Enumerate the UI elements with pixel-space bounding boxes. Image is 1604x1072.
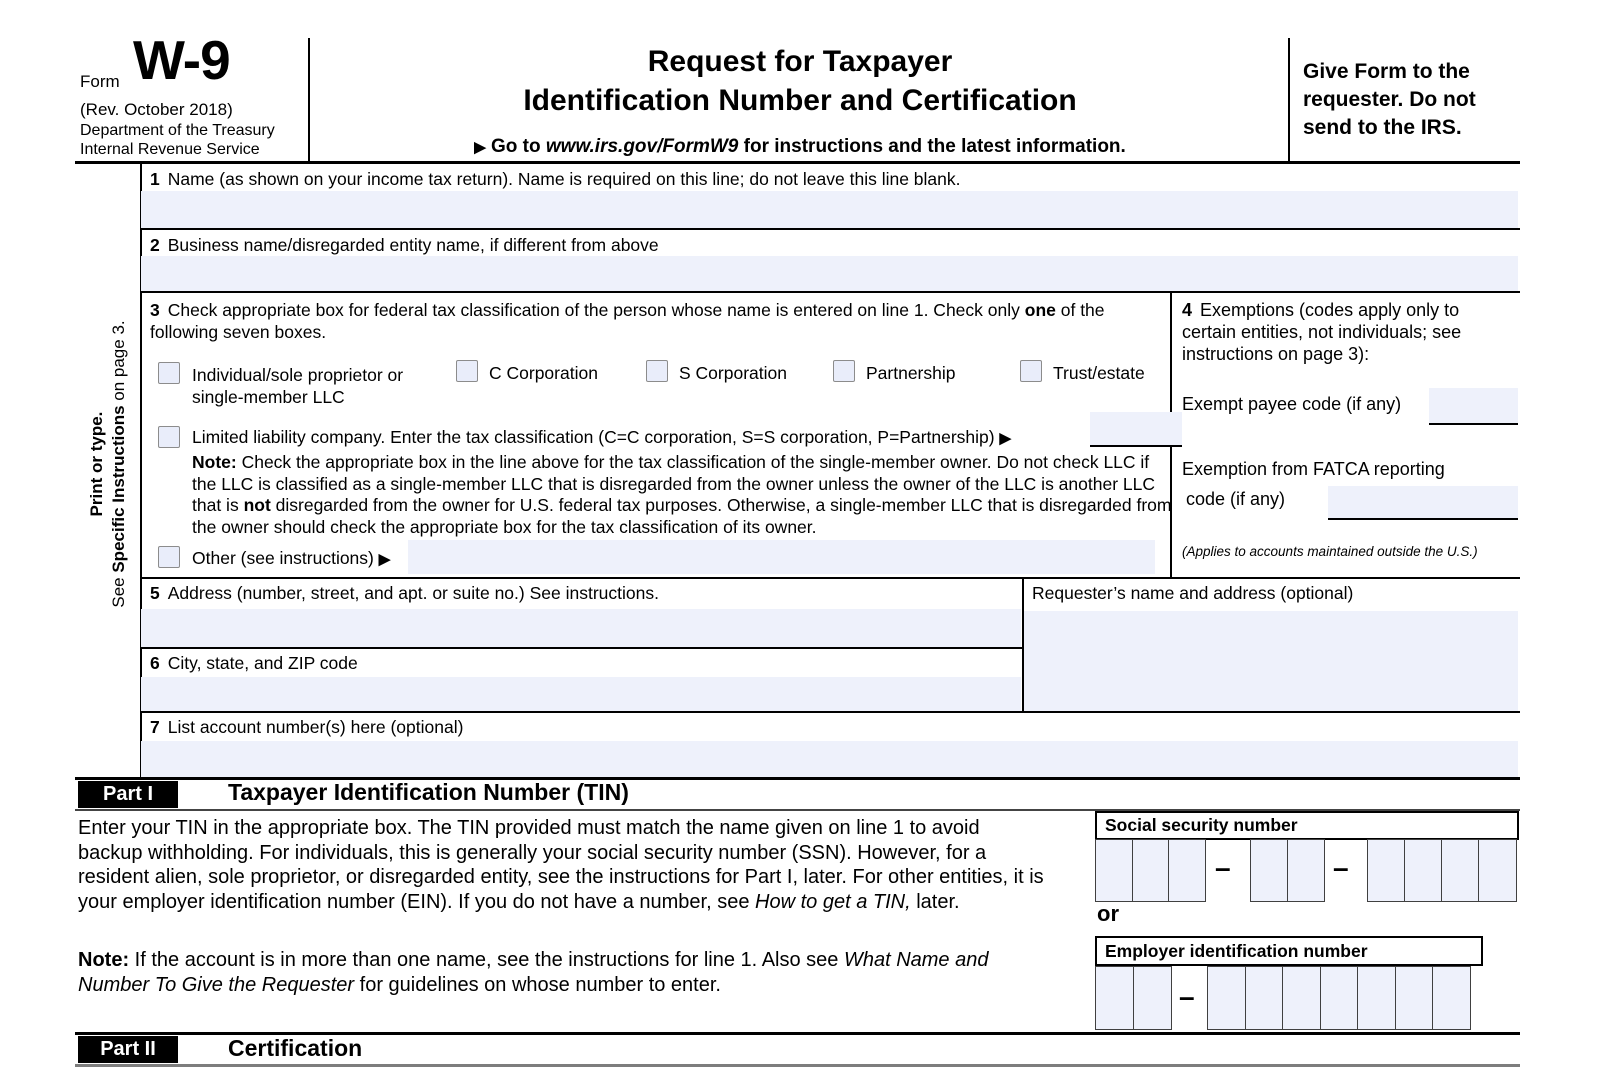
- line4-number: 4: [1182, 300, 1193, 320]
- ein-digit-cell[interactable]: [1207, 966, 1246, 1030]
- part1-note-italic: What Name and Number To Give the Requester: [78, 949, 989, 996]
- name-input[interactable]: [141, 191, 1518, 228]
- right-arrow-icon: ▶: [474, 139, 486, 156]
- llc-classification-input[interactable]: [1090, 412, 1182, 447]
- form-number: W-9: [133, 29, 230, 91]
- checkbox-individual-label: Individual/sole proprietor or single-member LLC: [192, 365, 404, 407]
- part1-note-label: Note:: [78, 949, 130, 971]
- form-service: Internal Revenue Service: [80, 141, 260, 158]
- ssn-group-3: [1367, 839, 1517, 902]
- line3-text-bold: one: [1024, 300, 1056, 320]
- requester-input[interactable]: [1024, 611, 1518, 711]
- sidebar-text-bold: Specific Instructions: [109, 405, 128, 573]
- checkbox-other-label: [192, 548, 390, 569]
- right-arrow-icon: ▶: [378, 551, 391, 568]
- part1-body-italic: How to get a TIN,: [755, 890, 911, 913]
- line6-number: 6: [150, 653, 160, 673]
- part2-title: Certification: [228, 1035, 363, 1061]
- form-department: Department of the Treasury: [80, 122, 275, 139]
- line3-label: [150, 299, 1155, 343]
- ein-digit-cell[interactable]: [1357, 966, 1396, 1030]
- exempt-payee-code-input[interactable]: [1429, 388, 1518, 425]
- line6-label: [150, 653, 358, 674]
- row-divider: [140, 577, 1520, 579]
- ssn-digit-cell[interactable]: [1250, 839, 1288, 902]
- goto-instruction: [320, 136, 1280, 158]
- form-title-line1: Request for Taxpayer: [647, 45, 953, 78]
- sidebar-vertical-text: [86, 281, 132, 647]
- ein-digit-cell[interactable]: [1095, 966, 1134, 1030]
- checkbox-other[interactable]: [158, 546, 180, 568]
- form-title: [320, 42, 1280, 120]
- ssn-digit-cell[interactable]: [1478, 839, 1517, 902]
- bottom-rule: [75, 1064, 1520, 1067]
- requester-label: Requester’s name and address (optional): [1032, 583, 1354, 603]
- line7-number: 7: [150, 717, 160, 737]
- account-numbers-input[interactable]: [141, 741, 1518, 777]
- line4-label: [1182, 299, 1514, 365]
- line1-text: Name (as shown on your income tax return). Name is required on this line; do not leave this line blank.: [167, 169, 961, 189]
- row-divider: [140, 711, 1520, 713]
- ssn-digit-cell[interactable]: [1367, 839, 1406, 902]
- checkbox-trust-estate-label: Trust/estate: [1053, 363, 1145, 383]
- ssn-dash: –: [1333, 852, 1349, 883]
- checkbox-s-corporation-label: S Corporation: [679, 363, 787, 383]
- part1-body-text: [78, 816, 1046, 914]
- part1-note-pre: If the account is in more than one name, see the instructions for line 1. Also see: [129, 949, 844, 971]
- line1-number: 1: [150, 169, 160, 189]
- line5-text: Address (number, street, and apt. or suite no.) See instructions.: [167, 583, 659, 603]
- address-input[interactable]: [141, 609, 1021, 647]
- ein-digit-cell[interactable]: [1395, 966, 1434, 1030]
- line3-text-pre: Check appropriate box for federal tax classification of the person whose name is entered on line 1. Check only: [167, 300, 1025, 320]
- form-word: Form: [80, 72, 120, 91]
- line5-label: [150, 583, 659, 604]
- goto-text-pre: Go to: [485, 136, 546, 157]
- ein-digit-cell[interactable]: [1320, 966, 1359, 1030]
- llc-label-text: Limited liability company. Enter the tax classification (C=C corporation, S=S corporation, P=Partnership): [192, 427, 1000, 447]
- checkbox-llc-label: [192, 427, 1011, 448]
- checkbox-trust-estate[interactable]: [1020, 360, 1042, 382]
- header-divider-left: [308, 38, 310, 162]
- fatca-code-input[interactable]: [1328, 486, 1518, 520]
- checkbox-individual-sole-proprietor[interactable]: [158, 362, 180, 384]
- line5-number: 5: [150, 583, 160, 603]
- line6-text: City, state, and ZIP code: [167, 653, 358, 673]
- llc-note-pre: Check the appropriate box in the line above for the tax classification of the single-member owner. Do not check LLC if the LLC is classified as a single-member LLC that is disregarded from the owner unless the owner of the LLC is another LLC that is: [192, 452, 1155, 515]
- part1-title: Taxpayer Identification Number (TIN): [228, 779, 629, 805]
- part1-body-pre: Enter your TIN in the appropriate box. The TIN provided must match the name given on line 1 to avoid backup withholding. For individuals, this is generally your social security number (SSN). However, for a resident alien, sole proprietor, or disregarded entity, see the instructions for Part I, later. For other entities, it is your employer identification number (EIN). If you do not have a number, see: [78, 817, 1044, 913]
- sidebar-see-instructions: [108, 281, 130, 647]
- line7-label: [150, 717, 463, 738]
- checkbox-partnership-label: Partnership: [866, 363, 956, 383]
- line3-text-post: of the following seven boxes.: [150, 300, 1105, 342]
- ssn-digit-cell[interactable]: [1132, 839, 1170, 902]
- ein-digit-cell[interactable]: [1133, 966, 1172, 1030]
- line2-number: 2: [150, 235, 160, 255]
- ssn-label-box: Social security number: [1095, 811, 1519, 840]
- checkbox-partnership[interactable]: [833, 360, 855, 382]
- ein-digit-cell[interactable]: [1282, 966, 1321, 1030]
- ein-dash: –: [1179, 981, 1195, 1012]
- part1-note-post: for guidelines on whose number to enter.: [354, 973, 721, 996]
- irs-url: www.irs.gov/FormW9: [545, 136, 739, 157]
- row-divider: [140, 647, 1024, 649]
- form-revision: (Rev. October 2018): [80, 100, 233, 119]
- ssn-group-1: [1095, 839, 1206, 902]
- business-name-input[interactable]: [141, 256, 1518, 291]
- checkbox-llc[interactable]: [158, 426, 180, 448]
- part1-note-text: [78, 948, 1063, 997]
- row-divider: [140, 291, 1520, 293]
- sidebar-text-pre: See: [109, 572, 128, 608]
- llc-note: [192, 452, 1177, 538]
- llc-note-post: disregarded from the owner for U.S. federal tax purposes. Otherwise, a single-member LLC that is disregarded from the owner should check the appropriate box for the tax classification of its owner.: [192, 495, 1172, 537]
- form-title-line2: Identification Number and Certification: [523, 84, 1077, 117]
- ssn-digit-cell[interactable]: [1287, 839, 1325, 902]
- ssn-digit-cell[interactable]: [1404, 839, 1443, 902]
- ssn-digit-cell[interactable]: [1095, 839, 1133, 902]
- ssn-dash: –: [1215, 852, 1231, 883]
- line3-number: 3: [150, 300, 160, 320]
- ssn-digit-cell[interactable]: [1441, 839, 1480, 902]
- exempt-payee-label: Exempt payee code (if any): [1182, 394, 1402, 414]
- ssn-group-2: [1250, 839, 1325, 902]
- line2-label: [150, 235, 659, 256]
- goto-text-post: for instructions and the latest information.: [738, 136, 1126, 157]
- city-state-zip-input[interactable]: [141, 677, 1021, 711]
- llc-note-label: Note:: [192, 452, 237, 472]
- right-arrow-icon: ▶: [999, 430, 1012, 447]
- part1-badge: Part I: [78, 781, 178, 808]
- header-divider-right: [1288, 38, 1290, 162]
- ein-group-2: [1207, 966, 1471, 1030]
- line4-text: Exemptions (codes apply only to certain entities, not individuals; see instructions on page 3):: [1182, 300, 1462, 364]
- give-form-note: Give Form to the requester. Do not send to the IRS.: [1303, 60, 1476, 139]
- ein-digit-cell[interactable]: [1432, 966, 1471, 1030]
- ein-group-1: [1095, 966, 1172, 1030]
- line7-text: List account number(s) here (optional): [167, 717, 464, 737]
- llc-note-bold: not: [243, 495, 271, 515]
- header-bottom-rule: [75, 161, 1520, 164]
- fatca-label-line1: Exemption from FATCA reporting: [1182, 459, 1445, 479]
- other-label-text: Other (see instructions): [192, 548, 379, 568]
- sidebar-text-post: on page 3.: [109, 320, 128, 406]
- line2-text: Business name/disregarded entity name, if different from above: [167, 235, 659, 255]
- fatca-label-line2: code (if any): [1186, 489, 1286, 509]
- or-label: or: [1097, 901, 1119, 926]
- sidebar-print-or-type: Print or type.: [87, 411, 106, 517]
- line1-label: [150, 169, 961, 190]
- row-divider: [140, 228, 1520, 230]
- applies-note: (Applies to accounts maintained outside the U.S.): [1182, 544, 1478, 559]
- checkbox-c-corporation-label: C Corporation: [489, 363, 598, 383]
- other-input[interactable]: [408, 540, 1155, 574]
- ein-label-box: Employer identification number: [1095, 936, 1483, 966]
- ein-digit-cell[interactable]: [1245, 966, 1284, 1030]
- checkbox-s-corporation[interactable]: [646, 360, 668, 382]
- checkbox-c-corporation[interactable]: [456, 360, 478, 382]
- part1-body-post: later.: [910, 890, 960, 913]
- ssn-digit-cell[interactable]: [1168, 839, 1206, 902]
- part2-badge: Part II: [78, 1036, 178, 1063]
